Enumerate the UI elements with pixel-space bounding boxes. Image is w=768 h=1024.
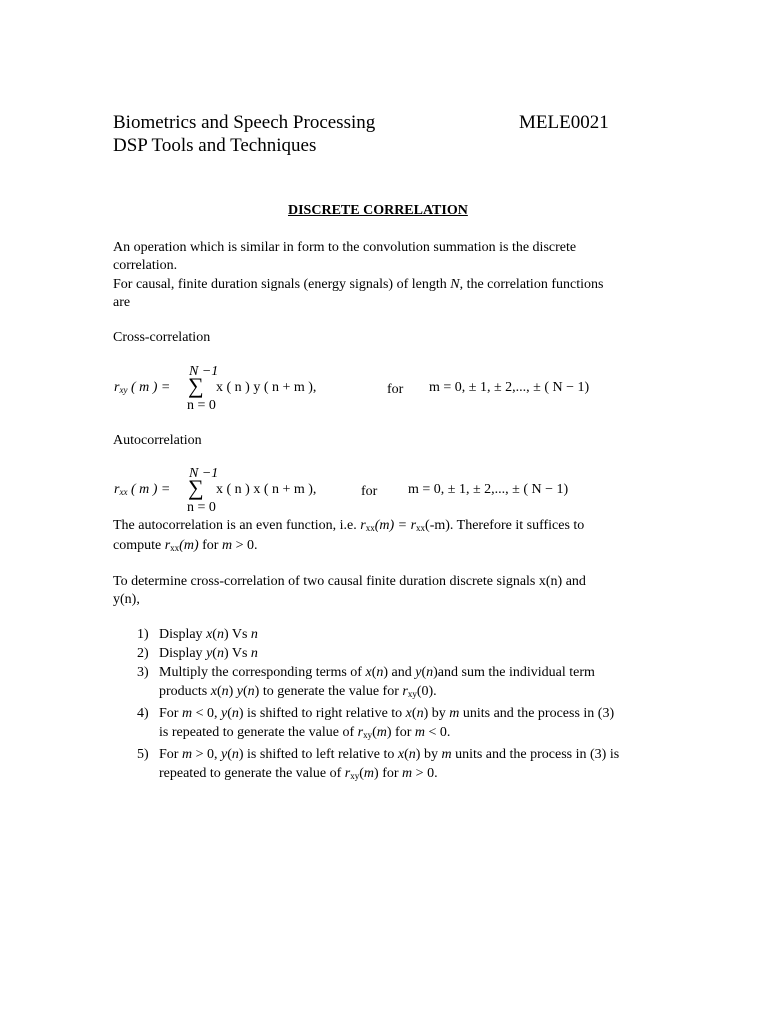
intro-line-1: An operation which is similar in form to the convolution summation is the discrete <box>113 240 577 255</box>
intro-line-2: correlation. <box>113 258 178 273</box>
cross-correlation-label: Cross-correlation <box>113 330 211 345</box>
auto-lhs: $r_{xx}$ ( m ) = <box>114 482 171 497</box>
autocorrelation-label: Autocorrelation <box>113 433 202 448</box>
cross-sigma: ∑ <box>188 373 204 398</box>
auto-for: for <box>361 484 378 499</box>
intro-line-3: For causal, finite duration signals (energy signals) of length N, the correlation functions <box>113 277 604 292</box>
auto-lower-limit: n = 0 <box>187 500 216 515</box>
subtitle: DSP Tools and Techniques <box>113 135 317 156</box>
list-item: 1) Display x(n) Vs n <box>137 627 258 642</box>
auto-sigma: ∑ <box>188 475 204 500</box>
list-item: 5) For m > 0, y(n) is shifted to left relative to x(n) by m units and the process in (3) is repeated to generate the value of $r_{xy}(m)$ for m > 0. <box>137 747 620 781</box>
auto-upper-limit: N −1 <box>189 466 219 481</box>
determine-line-2: y(n), <box>113 592 140 607</box>
even-note-line-1: The autocorrelation is an even function, i.e. $r_{xx}(m) = r_{xx}(-m)$. Therefore it suffices to <box>113 518 585 533</box>
cross-summand: x ( n ) y ( n + m ), <box>216 380 317 395</box>
cross-upper-limit: N −1 <box>189 364 219 379</box>
intro-line-4: are <box>113 295 131 310</box>
section-title: DISCRETE CORRELATION <box>288 203 468 218</box>
determine-line-1: To determine cross-correlation of two causal finite duration discrete signals x(n) and <box>113 574 586 589</box>
auto-range: m = 0, ± 1, ± 2,..., ± ( N − 1) <box>408 482 569 497</box>
cross-lower-limit: n = 0 <box>187 398 216 413</box>
list-item: 3) Multiply the corresponding terms of x(n) and y(n)and sum the individual term products x(n) y(n) to generate the value for $r_{xy}(0)$. <box>137 665 595 699</box>
course-title: Biometrics and Speech Processing <box>113 112 376 133</box>
cross-range: m = 0, ± 1, ± 2,..., ± ( N − 1) <box>429 380 590 395</box>
list-item: 2) Display y(n) Vs n <box>137 646 258 661</box>
list-item: 4) For m < 0, y(n) is shifted to right relative to x(n) by m units and the process in (3) is repeated to generate the value of $r_{xy}(m)$ for m < 0. <box>137 706 615 740</box>
steps-list <box>137 625 657 786</box>
cross-lhs: $r_{xy}$ ( m ) = <box>114 380 171 395</box>
auto-summand: x ( n ) x ( n + m ), <box>216 482 317 497</box>
cross-for: for <box>387 382 404 397</box>
even-note-line-2: compute $r_{xx}(m)$ for m > 0. <box>113 538 258 553</box>
course-code: MELE0021 <box>519 112 609 133</box>
